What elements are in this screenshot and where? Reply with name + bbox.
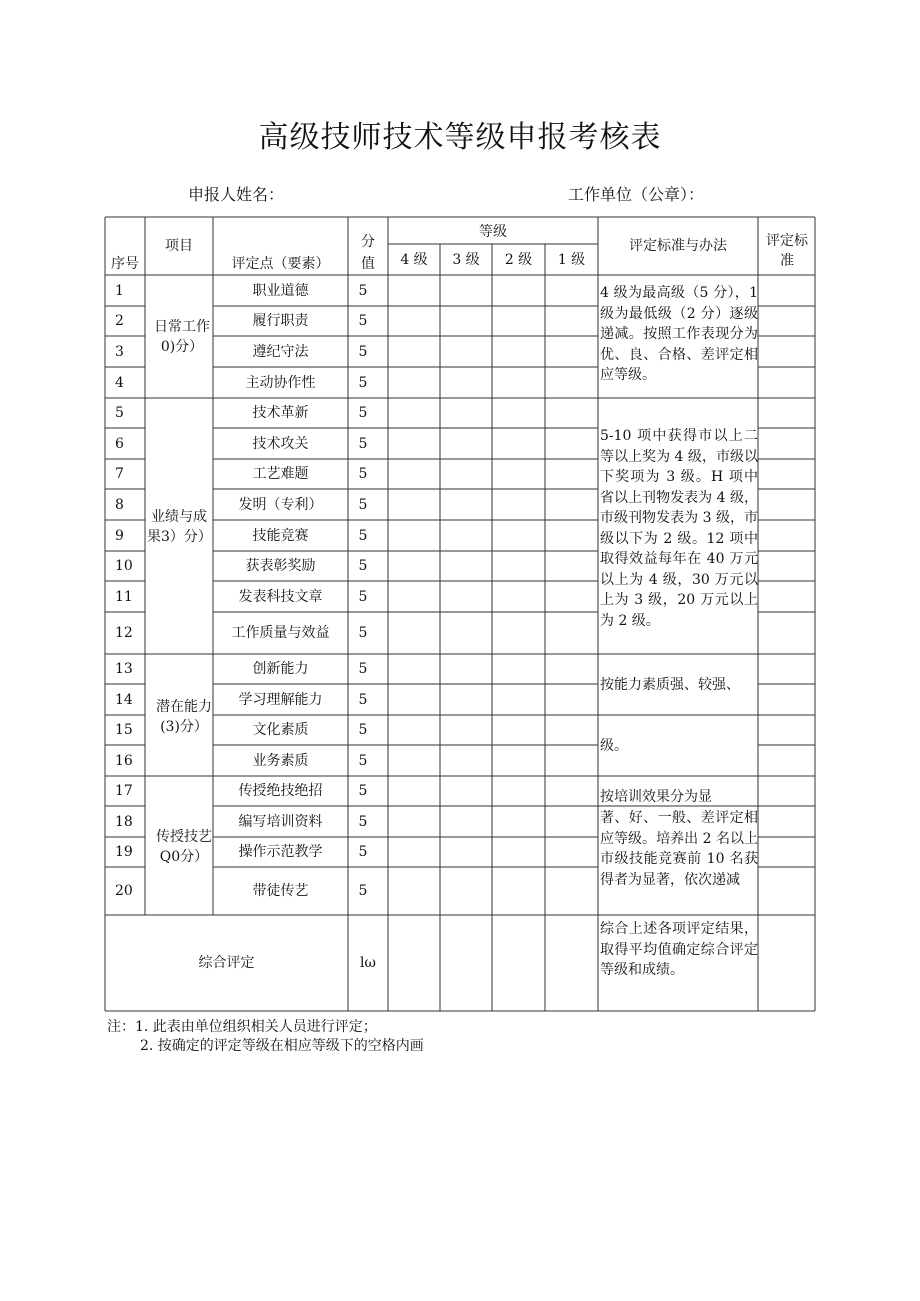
standard-teaching-1: 按培训效果分为显 [600, 789, 712, 805]
criteria-item: 学习理解能力 [238, 691, 323, 708]
group-daily-work: 日常工作0)分） [154, 319, 210, 355]
summary-score: lω [360, 955, 376, 971]
note-1: 注：1. 此表由单位组织相关人员进行评定； [107, 1019, 377, 1035]
score-value: 5 [358, 435, 368, 452]
header-seq: 序号 [111, 256, 139, 272]
row-number: 8 [115, 496, 124, 513]
score-value: 5 [358, 588, 368, 605]
standard-potential-2: 级。 [600, 738, 628, 754]
score-value: 5 [358, 496, 368, 513]
header-grade-1: 1 级 [557, 251, 586, 268]
header-criteria: 评定点（要素） [231, 256, 330, 272]
header-grade: 等级 [479, 224, 507, 240]
score-value: 5 [358, 527, 368, 544]
criteria-item: 编写培训资料 [238, 813, 323, 830]
score-value: 5 [358, 883, 368, 899]
group-teaching: 传授技艺Q0分） [156, 829, 212, 865]
row-number: 6 [115, 435, 124, 452]
criteria-item: 带徒传艺 [252, 883, 309, 899]
row-number: 5 [115, 405, 124, 421]
criteria-item: 技术革新 [252, 405, 309, 421]
score-value: 5 [358, 405, 368, 421]
criteria-item: 技术攻关 [252, 435, 309, 452]
criteria-item: 发明（专利） [238, 496, 323, 513]
row-number: 4 [115, 374, 124, 391]
score-value: 5 [358, 783, 368, 799]
score-value: 5 [358, 343, 368, 360]
row-number: 16 [115, 752, 133, 769]
criteria-item: 业务素质 [252, 752, 309, 769]
row-number: 18 [115, 813, 133, 830]
score-value: 5 [358, 558, 368, 574]
criteria-item: 主动协作性 [245, 374, 316, 391]
criteria-item: 职业道德 [252, 282, 309, 299]
standard-summary: 综合上述各项评定结果，取得平均值确定综合评定等级和成绩。 [600, 921, 758, 978]
score-value: 5 [358, 722, 368, 738]
group-potential: 潜在能力(3)分） [156, 699, 212, 735]
note-2: 2. 按确定的评定等级在相应等级下的空格内画 [140, 1038, 424, 1054]
standard-daily: 4 级为最高级（5 分），1 级为最低级（2 分）逐级递减。按照工作表现分为优、良、合格、差评定相应等级。 [600, 285, 758, 383]
row-number: 9 [115, 527, 124, 544]
header-eval: 评定标准 [766, 233, 808, 269]
header-grade-4: 4 级 [400, 251, 428, 268]
summary-label: 综合评定 [198, 955, 255, 971]
row-number: 1 [115, 282, 124, 299]
criteria-item: 遵纪守法 [252, 343, 309, 360]
standard-potential-1: 按能力素质强、较强、 [600, 677, 740, 693]
row-number: 17 [115, 783, 133, 799]
score-value: 5 [358, 313, 368, 329]
criteria-item: 创新能力 [252, 661, 309, 677]
score-value: 5 [358, 752, 368, 769]
work-unit-label: 工作单位（公章）： [568, 185, 705, 204]
score-value: 5 [358, 813, 368, 830]
row-number: 3 [115, 343, 124, 360]
criteria-item: 技能竞赛 [252, 527, 309, 544]
criteria-item: 履行职责 [252, 313, 309, 329]
criteria-item: 发表科技文章 [238, 588, 323, 605]
header-score-top: 分 [361, 234, 375, 250]
criteria-item: 工作质量与效益 [231, 625, 330, 641]
row-number: 19 [115, 844, 133, 860]
row-number: 7 [115, 466, 124, 482]
score-value: 5 [358, 466, 368, 482]
criteria-item: 文化素质 [252, 722, 309, 738]
row-number: 15 [115, 722, 133, 738]
header-project: 项目 [165, 238, 193, 254]
score-value: 5 [358, 691, 368, 708]
group-performance: 业绩与成果3）分） [147, 509, 212, 545]
row-number: 11 [115, 588, 133, 605]
row-number: 13 [115, 661, 133, 677]
score-value: 5 [358, 661, 368, 677]
row-number: 12 [115, 625, 133, 641]
row-number: 14 [115, 691, 133, 708]
row-number: 20 [115, 883, 133, 899]
row-number: 2 [115, 313, 124, 329]
header-score-bottom: 值 [361, 256, 375, 272]
score-value: 5 [358, 374, 368, 391]
header-grade-2: 2 级 [504, 251, 533, 268]
header-grade-3: 3 级 [452, 251, 480, 268]
standard-teaching-2: 著、好、一般、差评定相应等级。培养出 2 名以上市级技能竞赛前 10 名获得者为显著，依次递减 [600, 810, 758, 888]
score-value: 5 [358, 625, 368, 641]
page-title: 高级技师技术等级申报考核表 [258, 120, 662, 155]
criteria-item: 传授绝技绝招 [238, 783, 323, 799]
criteria-item: 操作示范教学 [238, 844, 323, 860]
criteria-item: 工艺难题 [252, 466, 309, 482]
score-value: 5 [358, 282, 368, 299]
criteria-item: 获表彰奖励 [245, 558, 316, 574]
row-number: 10 [115, 558, 133, 574]
applicant-name-label: 申报人姓名： [188, 185, 285, 204]
standard-performance: 5-10 项中获得市以上二等以上奖为 4 级，市级以下奖项为 3 级。H 项中省以上刊物发表为 4 级，市级刊物发表为 3 级，市级以下为 2 级。12 项中取得效益每年在 40 万元以上为 4 级，30 万元以上为 3 级，20 万元以上为 2 级。 [600, 428, 758, 629]
header-standard: 评定标准与办法 [629, 238, 727, 254]
score-value: 5 [358, 844, 368, 860]
